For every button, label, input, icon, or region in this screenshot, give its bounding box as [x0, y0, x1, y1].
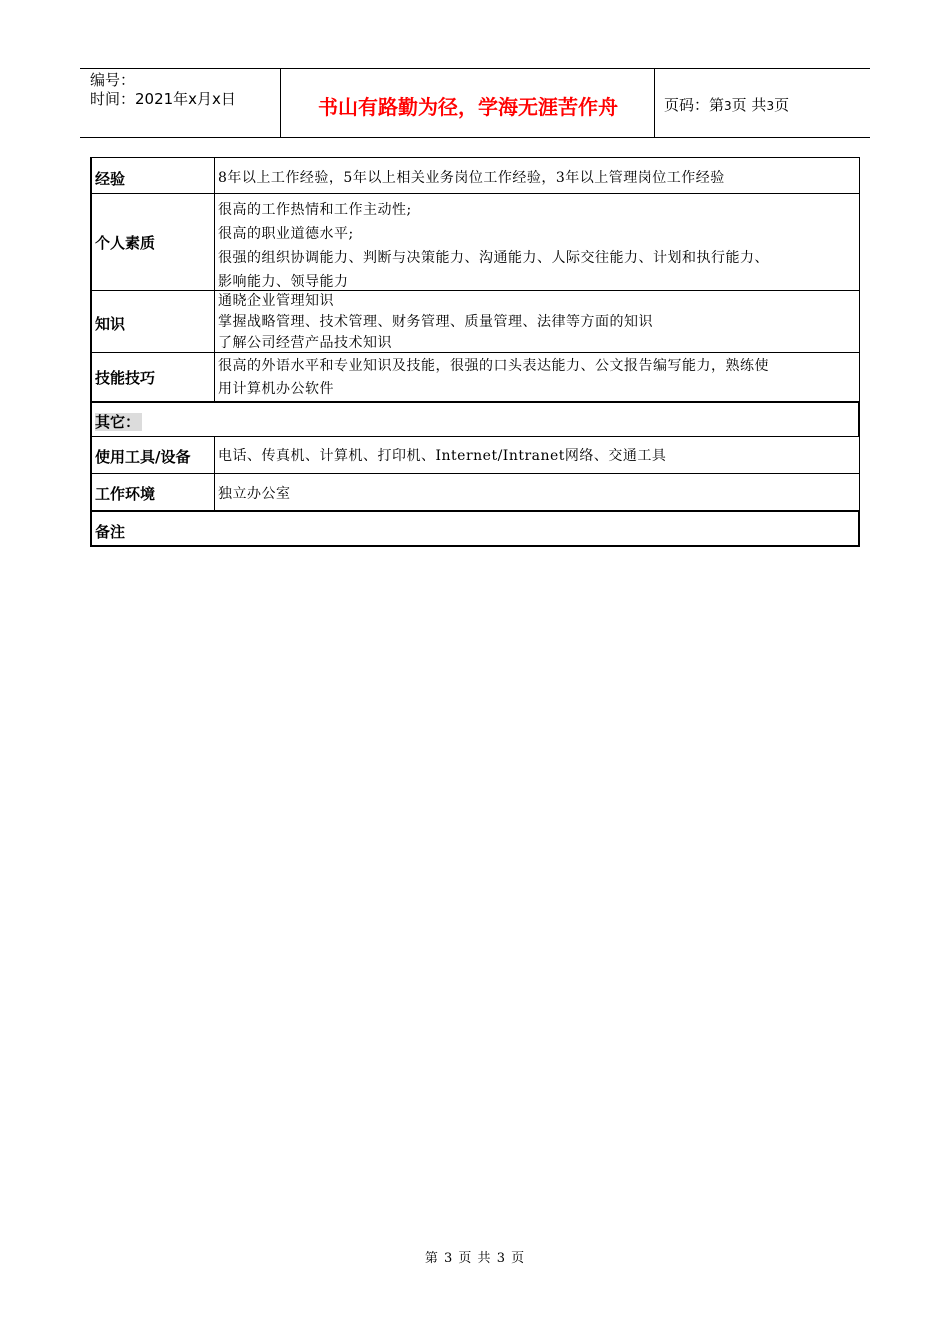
value-line: 电话、传真机、计算机、打印机、Internet/Intranet网络、交通工具 [218, 448, 667, 464]
page-total: 3 [766, 99, 775, 113]
value-line: 掌握战略管理、技术管理、财务管理、质量管理、法律等方面的知识 [218, 314, 653, 330]
row-quality [90, 193, 860, 290]
value-line: 很高的外语水平和专业知识及技能，很强的口头表达能力、公文报告编写能力，熟练使 [218, 358, 769, 374]
value-line: 独立办公室 [218, 486, 291, 502]
row-label: 备注 [95, 523, 126, 541]
value-line: 8年以上工作经验，5年以上相关业务岗位工作经验，3年以上管理岗位工作经验 [218, 170, 725, 186]
row-value [218, 355, 857, 401]
row-environment [90, 473, 860, 510]
cell-divider [214, 353, 215, 401]
job-description-table [90, 157, 860, 547]
row-label: 经验 [95, 170, 126, 188]
value-line: 通晓企业管理知识 [218, 293, 334, 309]
row-value [218, 198, 857, 294]
row-label: 个人素质 [95, 234, 156, 252]
cell-divider [214, 291, 215, 352]
page-prefix: 页码：第 [664, 96, 725, 114]
value-line: 了解公司经营产品技术知识 [218, 335, 392, 351]
value-line: 很高的职业道德水平; [218, 226, 354, 242]
document-time: 时间：2021年x月x日 [90, 90, 236, 108]
page-footer: 第 3 页 共 3 页 [424, 1251, 526, 1266]
cell-divider [214, 158, 215, 193]
row-label: 技能技巧 [95, 369, 156, 387]
page-indicator [664, 94, 789, 115]
row-value [218, 168, 857, 189]
header-divider [654, 69, 655, 137]
row-value [218, 484, 857, 505]
document-number-label: 编号： [90, 71, 136, 89]
cell-divider [214, 194, 215, 290]
row-other [90, 401, 860, 436]
row-label: 工作环境 [95, 485, 156, 503]
header-motto: 书山有路勤为径，学海无涯苦作舟 [318, 95, 618, 119]
other-label: 其它： [95, 413, 141, 431]
cell-divider [214, 474, 215, 510]
row-remarks [90, 510, 860, 547]
row-value [218, 446, 857, 467]
row-experience [90, 157, 860, 193]
page-header [80, 68, 870, 138]
page-suffix: 页 [774, 96, 790, 114]
row-skills [90, 352, 860, 401]
row-label: 使用工具/设备 [95, 448, 191, 466]
cell-divider [214, 437, 215, 473]
page-middle: 页 共 [731, 96, 767, 114]
row-label: 知识 [95, 315, 126, 333]
header-meta [90, 71, 236, 109]
row-tools [90, 436, 860, 473]
value-line: 影响能力、领导能力 [218, 274, 349, 290]
row-label [95, 411, 142, 432]
row-value [218, 291, 857, 354]
header-divider [280, 69, 281, 137]
value-line: 很高的工作热情和工作主动性; [218, 202, 412, 218]
page-current: 3 [724, 99, 732, 113]
value-line: 很强的组织协调能力、判断与决策能力、沟通能力、人际交往能力、计划和执行能力、 [218, 250, 769, 266]
row-knowledge [90, 290, 860, 352]
value-line: 用计算机办公软件 [218, 381, 334, 397]
